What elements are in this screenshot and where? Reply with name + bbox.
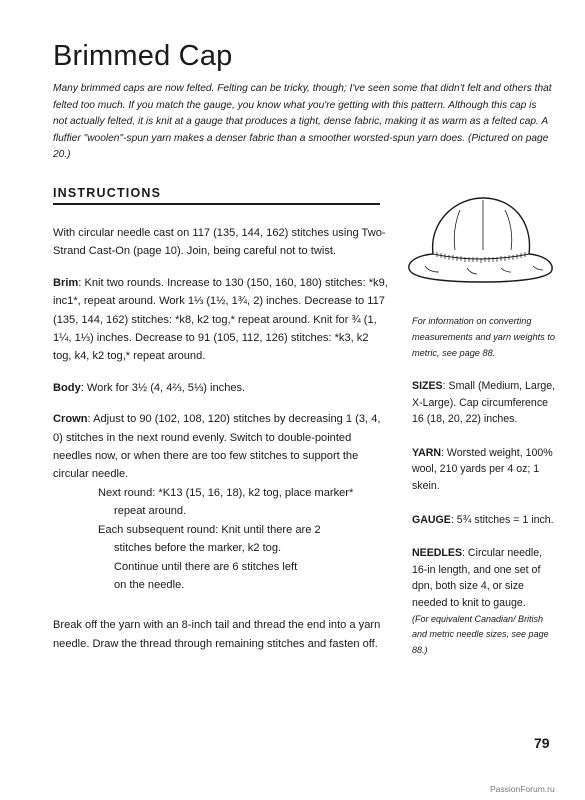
crown-label: Crown bbox=[53, 413, 88, 426]
yarn-text: : Worsted weight, 100% wool, 210 yards per 4 oz; 1 skein. bbox=[412, 446, 553, 492]
instructions-heading: INSTRUCTIONS bbox=[53, 186, 380, 205]
needles-paragraph bbox=[412, 545, 557, 658]
gauge-label: GAUGE bbox=[412, 513, 451, 526]
cast-on-paragraph: With circular needle cast on 117 (135, 144, 162) stitches using Two-Strand Cast-On (page 10). Join, being careful not to twist. bbox=[53, 227, 386, 258]
each-round-line-2: stitches before the marker, k2 tog. bbox=[114, 542, 282, 555]
page-number: 79 bbox=[534, 735, 550, 751]
next-round-line-2: repeat around. bbox=[114, 505, 187, 518]
sizes-label: SIZES bbox=[412, 380, 443, 392]
body-text: : Work for 3½ (4, 4⅔, 5⅓) inches. bbox=[80, 381, 246, 394]
sizes-text: : Small (Medium, Large, X-Large). Cap circumference 16 (18, 20, 22) inches. bbox=[412, 380, 556, 426]
body-paragraph bbox=[53, 379, 388, 397]
sizes-paragraph bbox=[412, 378, 557, 428]
continue-line-2: on the needle. bbox=[114, 578, 185, 591]
crown-paragraph bbox=[53, 410, 388, 484]
brim-text: : Knit two rounds. Increase to 130 (150, 160, 180) stitches: *k9, inc1*, repeat around. Work 1⅓ (1½, 1¾, 2) inches. Decrease to 117 (135, 144, 162) stitches: *k8, k2 tog,* repeat around. Knit for ¾ (1, 1¼, 1⅓) inches. Decrease to 91 (105, 112, 126) stitches: *k3, k2 tog, k4, k2 tog,* repeat around. bbox=[53, 276, 388, 363]
gauge-paragraph bbox=[412, 512, 557, 529]
each-round-line-1: Each subsequent round: Knit until there are 2 bbox=[98, 523, 321, 536]
gauge-text: : 5¾ stitches = 1 inch. bbox=[450, 513, 554, 526]
instructions-body bbox=[53, 224, 388, 666]
metric-note: For information on converting measurements and yarn weights to metric, see page 88. bbox=[412, 316, 555, 358]
body-label: Body bbox=[53, 381, 81, 394]
intro-paragraph: Many brimmed caps are now felted. Felting can be tricky, though; I've seen some that didn't felt and others that felted too much. If you match the gauge, you know what you're getting with this pattern. Although this cap is not actually felted, it is knit at a gauge that produces a tight, dense fabric, making it as warm as a felted cap. A fluffier "woolen"-spun yarn makes a denser fabric than a smoother worsted-spun yarn does. (Pictured on page 20.) bbox=[53, 83, 552, 161]
watermark: PassionForum.ru bbox=[490, 784, 555, 794]
next-round-line-1: Next round: *K13 (15, 16, 18), k2 tog, place marker* bbox=[98, 486, 354, 499]
needles-text: : Circular needle, 16-in length, and one set of dpn, both size 4, or size needed to knit to gauge. bbox=[412, 547, 543, 609]
continue-line-1: Continue until there are 6 stitches left bbox=[114, 560, 298, 573]
crown-text: : Adjust to 90 (102, 108, 120) stitches by decreasing 1 (3, 4, 0) stitches in the next round evenly. Switch to double-pointed needles now, or when there are too few stitches to support the circular needle. bbox=[53, 413, 381, 481]
brim-paragraph bbox=[53, 274, 388, 366]
needles-label: NEEDLES bbox=[412, 547, 463, 560]
yarn-paragraph bbox=[412, 445, 557, 495]
yarn-label: YARN bbox=[412, 446, 442, 459]
finish-paragraph: Break off the yarn with an 8-inch tail and thread the end into a yarn needle. Draw the thread through remaining stitches and fasten off. bbox=[53, 619, 381, 650]
brim-label: Brim bbox=[53, 276, 79, 289]
brimmed-cap-drawing-icon bbox=[405, 192, 555, 292]
sidebar bbox=[412, 313, 557, 675]
page-title: Brimmed Cap bbox=[53, 40, 233, 72]
needles-note: (For equivalent Canadian/ British and metric needle sizes, see page 88.) bbox=[412, 613, 549, 655]
